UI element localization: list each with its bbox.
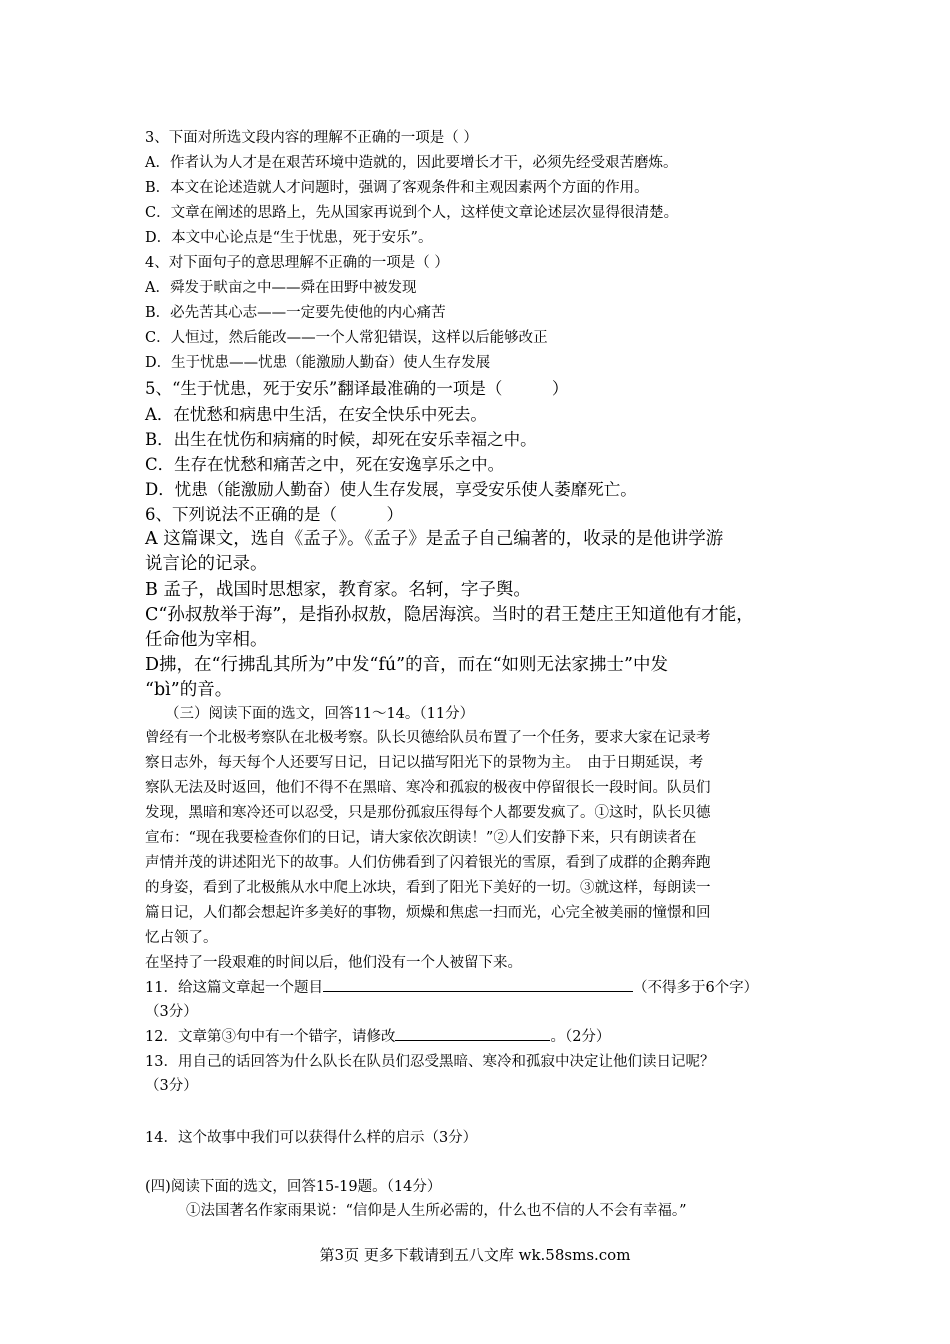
- section3-para1-line1: 曾经有一个北极考察队在北极考察。队长贝德给队员布置了一个任务，要求大家在记录考: [145, 730, 711, 746]
- q11: [145, 976, 758, 997]
- q6-option-a-line2: 说言论的记录。: [145, 554, 268, 574]
- section3-para1-line9: 忆占领了。: [145, 930, 218, 946]
- section3-para1-line3: 察队无法及时返回，他们不得不在黑暗、寒冷和孤寂的极夜中停留很长一段时间。队员们: [145, 780, 711, 796]
- q5-option-b: B．出生在忧伤和病痛的时候，却死在安乐幸福之中。: [145, 430, 537, 449]
- section4-para1: ①法国著名作家雨果说：“信仰是人生所必需的，什么也不信的人不会有幸福。”: [186, 1203, 687, 1219]
- q14-prompt: 14．这个故事中我们可以获得什么样的启示（3分）: [145, 1130, 478, 1146]
- section4-heading: (四)阅读下面的选文，回答15-19题。（14分）: [145, 1179, 442, 1195]
- q13-prompt: 13．用自己的话回答为什么队长在队员们忍受黑暗、寒冷和孤寂中决定让他们读日记呢？: [145, 1054, 715, 1070]
- q6-stem: 6、下列说法不正确的是（ ）: [145, 505, 403, 524]
- section3-para2: 在坚持了一段艰难的时间以后，他们没有一个人被留下来。: [145, 955, 522, 971]
- q11-answer-blank[interactable]: [323, 977, 633, 993]
- q6-option-c-line2: 任命他为宰相。: [145, 630, 268, 650]
- section3-heading: （三）阅读下面的选文，回答11～14。（11分）: [165, 706, 475, 722]
- section3-para1-line7: 的身姿，看到了北极熊从水中爬上冰块，看到了阳光下美好的一切。③就这样，每朗读一: [145, 880, 711, 896]
- q5-option-a: A．在忧愁和病患中生活，在安全快乐中死去。: [145, 405, 487, 424]
- q4-option-a: A．舜发于畎亩之中——舜在田野中被发现: [145, 280, 417, 296]
- q6-option-a-line1: A 这篇课文，选自《孟子》。《孟子》是孟子自己编著的，收录的是他讲学游: [145, 529, 724, 549]
- q12: [145, 1025, 610, 1046]
- q6-option-d-line2: “bì”的音。: [145, 680, 233, 700]
- q4-option-b: B．必先苦其心志——一定要先使他的内心痛苦: [145, 305, 446, 321]
- section3-para1-line2: 察日志外，每天每个人还要写日记，日记以描写阳光下的景物为主。 由于日期延误，考: [145, 755, 704, 771]
- q3-option-b: B．本文在论述造就人才问题时，强调了客观条件和主观因素两个方面的作用。: [145, 180, 649, 196]
- q6-option-c-line1: C“孙叔敖举于海”，是指孙叔敖，隐居海滨。当时的君王楚庄王知道他有才能，: [145, 605, 754, 625]
- q6-option-b: B 孟子，战国时思想家，教育家。名轲，字子舆。: [145, 580, 531, 600]
- section3-para1-line6: 声情并茂的讲述阳光下的故事。人们仿佛看到了闪着银光的雪原，看到了成群的企鹅奔跑: [145, 855, 711, 871]
- q3-stem: 3、下面对所选文段内容的理解不正确的一项是（ ）: [145, 130, 478, 146]
- q12-score: 。（2分）: [550, 1029, 611, 1045]
- q4-option-c: C．人恒过，然后能改——一个人常犯错误，这样以后能够改正: [145, 330, 548, 346]
- q3-option-d: D．本文中心论点是“生于忧患，死于安乐”。: [145, 230, 433, 246]
- q11-score: （3分）: [145, 1004, 198, 1020]
- q5-stem: 5、“生于忧患，死于安乐”翻译最准确的一项是（ ）: [145, 379, 569, 398]
- q12-answer-blank[interactable]: [395, 1026, 550, 1042]
- q5-option-d: D．忧患（能激励人勤奋）使人生存发展，享受安乐使人萎靡死亡。: [145, 480, 637, 499]
- q4-option-d: D．生于忧患——忧患（能激励人勤奋）使人生存发展: [145, 355, 491, 371]
- section3-para1-line5: 宣布：“现在我要检查你们的日记，请大家依次朗读！”②人们安静下来，只有朗读者在: [145, 830, 697, 846]
- q3-option-c: C．文章在阐述的思路上，先从国家再说到个人，这样使文章论述层次显得很清楚。: [145, 205, 679, 221]
- section3-para1-line4: 发现，黑暗和寒冷还可以忍受，只是那份孤寂压得每个人都要发疯了。①这时，队长贝德: [145, 805, 711, 821]
- q11-limit: （不得多于6个字）: [632, 980, 759, 996]
- q6-option-d-line1: D拂，在“行拂乱其所为”中发“fú”的音，而在“如则无法家拂士”中发: [145, 655, 668, 675]
- q12-prompt: 12．文章第③句中有一个错字，请修改: [145, 1029, 396, 1045]
- q4-stem: 4、对下面句子的意思理解不正确的一项是（ ）: [145, 255, 449, 271]
- q13-score: （3分）: [145, 1078, 198, 1094]
- q11-prompt: 11．给这篇文章起一个题目: [145, 980, 323, 996]
- q5-option-c: C．生存在忧愁和痛苦之中，死在安逸享乐之中。: [145, 455, 505, 474]
- section3-para1-line8: 篇日记，人们都会想起许多美好的事物，烦燥和焦虑一扫而光，心完全被美丽的憧憬和回: [145, 905, 711, 921]
- page-footer: 第3页 更多下载请到五八文库 wk.58sms.com: [319, 1246, 631, 1264]
- q3-option-a: A．作者认为人才是在艰苦环境中造就的，因此要增长才干，必须先经受艰苦磨炼。: [145, 155, 678, 171]
